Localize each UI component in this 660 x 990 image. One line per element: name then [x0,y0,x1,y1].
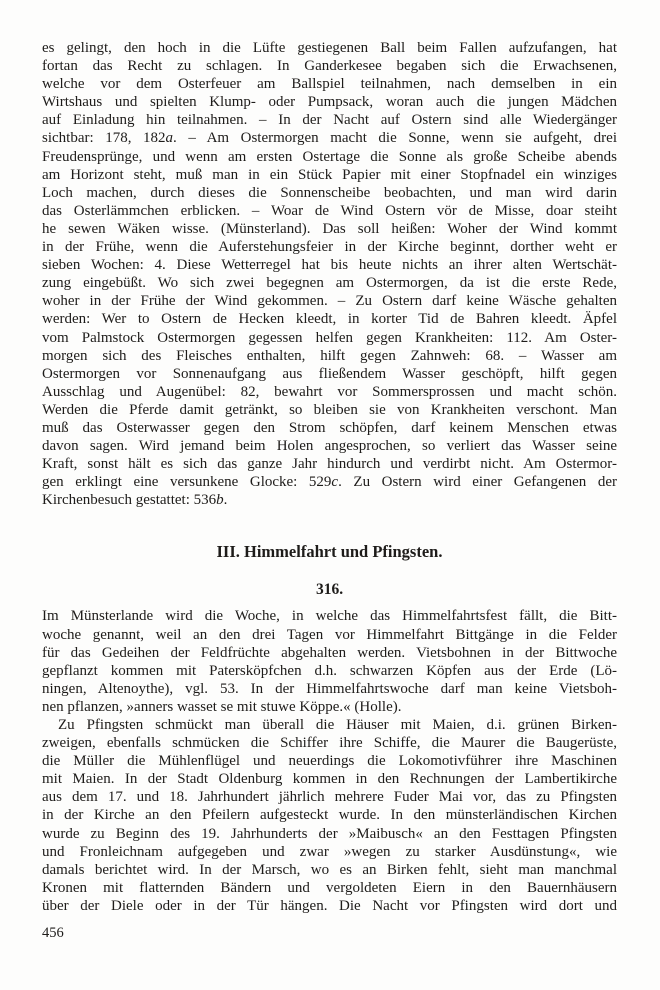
chapter-heading: III. Himmelfahrt und Pfingsten. [216,542,443,562]
text-line: die Müller die Mühlenflügel und neuerdings die Lokomotivführer ihre Maschinen [42,753,617,770]
text-line: woher in der Frühe der Wind gekommen. – Zu Ostern darf keine Wäsche gehalten [42,293,617,310]
text-line: woche genannt, weil an den drei Tagen vor Himmelfahrt Bittgänge in die Felder [42,626,617,643]
text-line: Kirchenbesuch gestattet: 536b. [42,492,228,509]
text-line: Werden die Pferde damit getränkt, so bleiben sie von Krankheiten verschont. Man [42,401,617,418]
text-line: muß das Osterwasser gegen den Strom schöpfen, darf keinem Menschen etwas [42,419,617,436]
text-line: fortan das Recht zu schlagen. In Ganderkesee begaben sich die Erwachsenen, [42,58,617,75]
text-line: sichtbar: 178, 182a. – Am Ostermorgen macht die Sonne, wenn sie aufgeht, drei [42,130,617,147]
text-line: und Fronleichnam aufgegeben und zwar »wegen zu starker Ausdünstung«, wie [42,843,617,860]
text-line: für das Gedeihen der Feldfrüchte abgehalten werden. Vietsbohnen in der Bittwoche [42,644,617,661]
text-line: Loch machen, durch dieses die Sonnenscheibe beobachten, und man wird darin [42,184,617,201]
text-line: am Horizont steht, muß man in ein Stück Papier mit einer Stopfnadel ein winziges [42,166,617,183]
text-line: ningen, Altenoythe), vgl. 53. In der Himmelfahrtswoche darf man keine Vietsboh- [42,680,617,697]
paragraph [42,607,617,716]
text-line: gen erklingt eine versunkene Glocke: 529c. Zu Ostern wird einer Gefangenen der [42,474,617,491]
text-line: wurde zu Beginn des 19. Jahrhunderts der »Maibusch« an den Festtagen Pfingsten [42,825,617,842]
text-line: Kronen mit flatternden Bändern und vergoldeten Eiern in den Bauernhäusern [42,879,617,896]
text-line: zweigen, ebenfalls schmücken die Schiffer ihre Schiffe, die Maurer die Baugerüste, [42,735,617,752]
text-line: aus dem 17. und 18. Jahrhundert jährlich mehrere Fuder Mai vor, das zu Pfingsten [42,789,617,806]
text-line: Ausschlag und Augenübel: 82, bewahrt vor Sommersprossen und macht schön. [42,383,617,400]
text-line: nen pflanzen, »anners wasset se mit stuwe Köppe.« (Holle). [42,698,402,715]
text-line: zung eingebüßt. Wo sich zwei begegnen am Ostermorgen, da ist die erste Rede, [42,275,617,292]
text-line: in der Frühe, wenn die Auferstehungsfeier in der Kirche beginnt, dorther weht er [42,239,617,256]
text-line: Im Münsterlande wird die Woche, in welche das Himmelfahrtsfest fällt, die Bitt- [42,608,617,625]
section-text-block [42,607,617,915]
text-line: davon sagen. Wird jemand beim Holen angesprochen, so verliert das Wasser seine [42,438,617,455]
text-line: Kraft, sonst hält es sich das ganze Jahr hindurch und verdirbt nicht. Am Ostermor- [42,456,617,473]
text-line: mit Maien. In der Stadt Oldenburg kommen in den Rechnungen der Lambertikirche [42,771,617,788]
text-line: morgen sich des Fleisches enthalten, hilft gegen Zahnweh: 68. – Wasser am [42,347,617,364]
text-line: welche vor dem Osterfeuer am Ballspiel teilnahmen, nach demselben in ein [42,76,617,93]
text-line: gepflanzt kommen mit Patersköpfchen d.h. schwarzen Köpfen aus der Erde (Lö- [42,662,617,679]
text-line: vom Palmstock Ostermorgen gegessen helfen gegen Krankheiten: 112. Am Oster- [42,329,617,346]
text-line: in der Kirche an den Pfeilern aufgesteckt wurde. In den münsterländischen Kirchen [42,807,617,824]
text-line: auf Einladung hin teilnahmen. – In der Nacht auf Ostern sind alle Wiedergänger [42,112,617,129]
text-line: das Osterlämmchen erblicken. – Woar de Wind Ostern vör de Misse, doar steiht [42,202,617,219]
intro-text-block [42,39,617,509]
text-line: Wirtshaus und spielten Klump- oder Pumpsack, woran auch die jungen Mädchen [42,94,617,111]
text-line: Ostermorgen vor Sonnenaufgang aus fließendem Wasser geschöpft, hilft gegen [42,365,617,382]
text-line: damals berichtet wird. In der Marsch, wo es an Birken fehlt, sieht man manchmal [42,861,617,878]
text-line: werden: Wer to Ostern de Hecken kleedt, in korter Tid de Bahren kleedt. Äpfel [42,311,617,328]
text-line: he sewen Wäken wisse. (Münsterland). Das soll heißen: Woher der Wind kommt [42,220,617,237]
paragraph [42,39,617,509]
section-number: 316. [315,581,344,599]
page-number: 456 [42,925,64,942]
text-line: es gelingt, den hoch in die Lüfte gestiegenen Ball beim Fallen aufzufangen, hat [42,40,617,56]
text-line: über der Diele oder in der Tür hängen. Die Nacht vor Pfingsten wird dort und [42,897,617,914]
text-line: sieben Wochen: 4. Diese Wetterregel hat bis heute nichts an ihrer alten Wertschät- [42,257,617,274]
text-line: Zu Pfingsten schmückt man überall die Häuser mit Maien, d.i. grünen Birken- [58,717,617,733]
text-line: Freudensprünge, und wenn am ersten Ostertage die Sonne als große Scheibe abends [42,148,617,165]
paragraph [42,716,617,915]
